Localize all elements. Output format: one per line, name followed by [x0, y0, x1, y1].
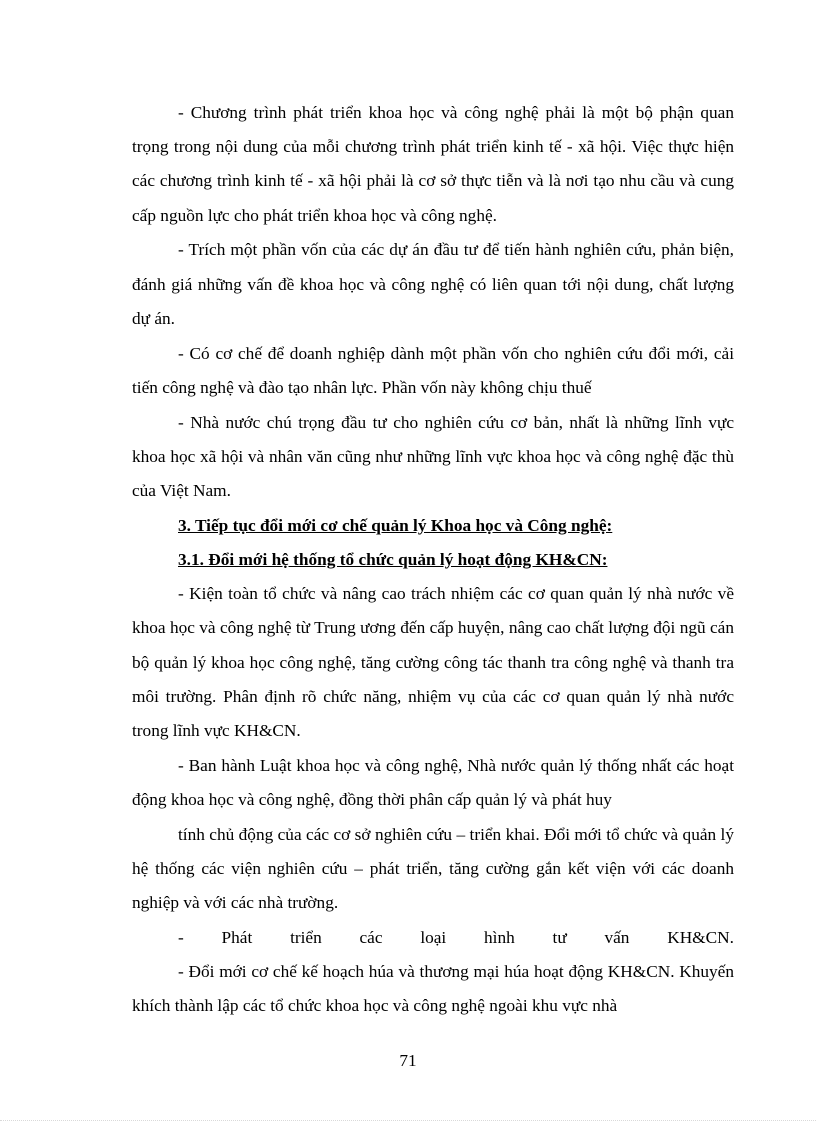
- paragraph-research-institutes: tính chủ động của các cơ sở nghiên cứu – triển khai. Đổi mới tổ chức và quản lý hệ thống các viện nghiên cứu – phát triển, tăng cường gắn kết viện với các doanh nghiệp và với các nhà trường.: [132, 824, 734, 913]
- word: KH&CN.: [667, 928, 734, 948]
- paragraph-science-law: - Ban hành Luật khoa học và công nghệ, Nhà nước quản lý thống nhất các hoạt động khoa học và công nghệ, đồng thời phân cấp quản lý và phát huy: [132, 755, 734, 810]
- paragraph-project-capital: - Trích một phần vốn của các dự án đầu tư để tiến hành nghiên cứu, phản biện, đánh giá những vấn đề khoa học và công nghệ có liên quan tới nội dung, chất lượng dự án.: [132, 240, 734, 328]
- word: các: [359, 928, 383, 948]
- paragraph-consulting: [132, 921, 734, 955]
- section-heading-3: 3. Tiếp tục đổi mới cơ chế quản lý Khoa học và Công nghệ:: [178, 515, 613, 535]
- paragraph-organization: - Kiện toàn tổ chức và nâng cao trách nhiệm các cơ quan quản lý nhà nước về khoa học và công nghệ từ Trung ương đến cấp huyện, nâng cao chất lượng đội ngũ cán bộ quản lý khoa học công nghệ, tăng cường công tác thanh tra công nghệ và thanh tra môi trường. Phân định rõ chức năng, nhiệm vụ của các cơ quan quản lý nhà nước trong lĩnh vực KH&CN.: [132, 584, 734, 741]
- word: loại: [420, 928, 447, 948]
- word: -: [178, 928, 184, 948]
- section-heading-3-1: 3.1. Đổi mới hệ thống tổ chức quản lý hoạt động KH&CN:: [178, 550, 608, 570]
- paragraph-enterprise-capital: - Có cơ chế để doanh nghiệp dành một phần vốn cho nghiên cứu đổi mới, cải tiến công nghệ và đào tạo nhân lực. Phần vốn này không chịu thuế: [132, 343, 734, 397]
- page-number: 71: [399, 1051, 417, 1070]
- word: hình: [484, 928, 515, 948]
- word: tư: [552, 928, 567, 948]
- page-bottom-divider: [0, 1120, 816, 1121]
- word: vấn: [604, 928, 630, 948]
- paragraph-basic-research: - Nhà nước chú trọng đầu tư cho nghiên cứu cơ bản, nhất là những lĩnh vực khoa học xã hội và nhân văn cũng như những lĩnh vực khoa học và công nghệ đặc thù của Việt Nam.: [132, 412, 734, 501]
- paragraph-commercialization: - Đổi mới cơ chế kế hoạch húa và thương mại húa hoạt động KH&CN. Khuyến khích thành lập các tổ chức khoa học và công nghệ ngoài khu vực nhà: [132, 962, 734, 1016]
- word: triển: [290, 928, 322, 948]
- document-body: [132, 96, 734, 1024]
- paragraph-science-program: - Chương trình phát triển khoa học và công nghệ phải là một bộ phận quan trọng trong nội dung của mỗi chương trình phát triển kinh tế - xã hội. Việc thực hiện các chương trình kinh tế - xã hội phải là cơ sở thực tiễn và là nơi tạo nhu cầu và cung cấp nguồn lực cho phát triển khoa học và công nghệ.: [132, 103, 734, 225]
- word: Phát: [221, 928, 253, 948]
